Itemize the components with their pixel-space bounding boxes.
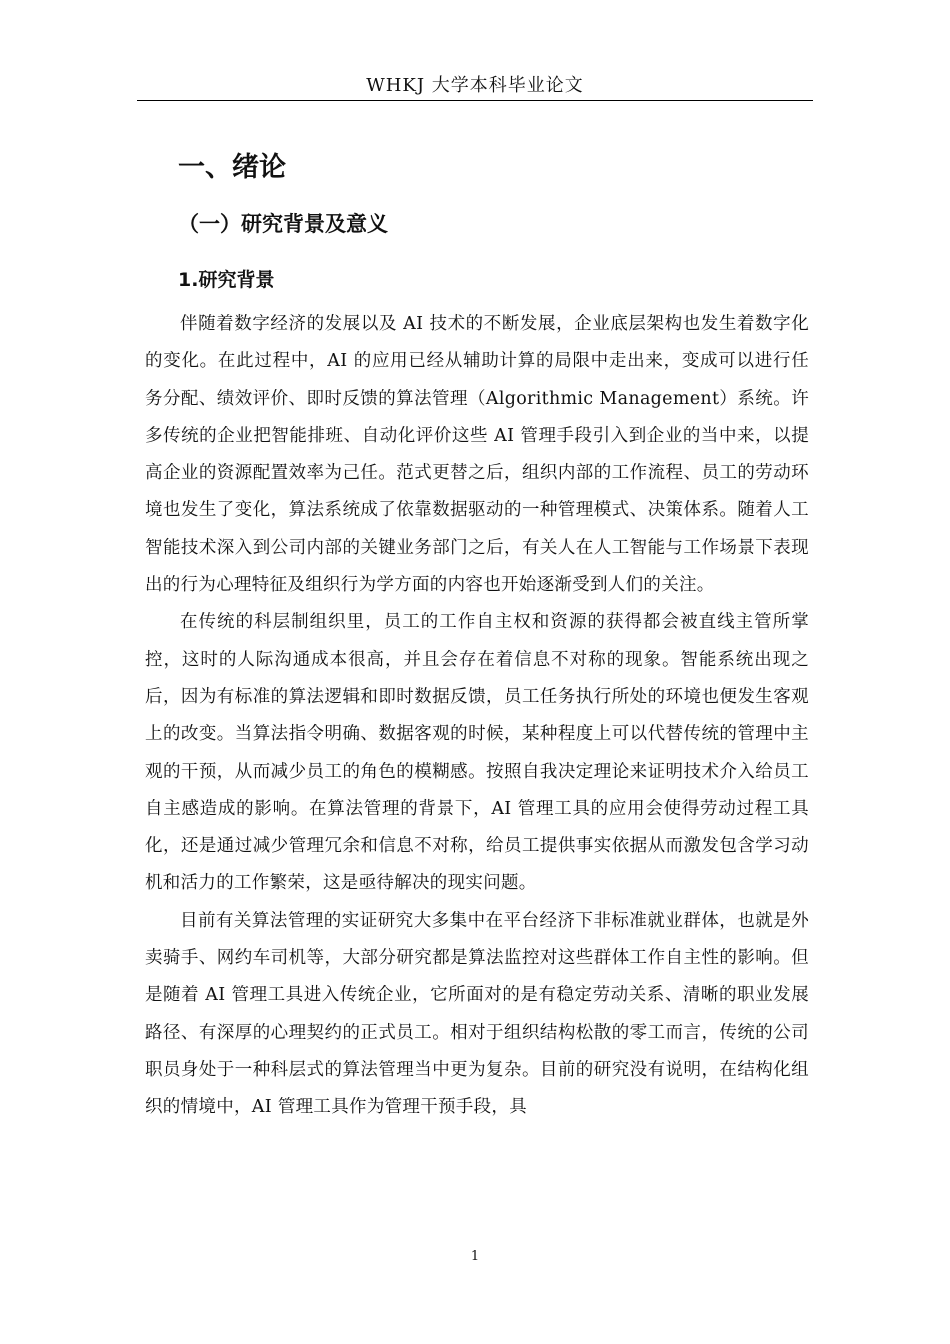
page-number	[0, 1248, 950, 1266]
body-text	[145, 306, 809, 1127]
paragraph: 在传统的科层制组织里，员工的工作自主权和资源的获得都会被直线主管所掌控，这时的人际沟通成本很高，并且会存在着信息不对称的现象。智能系统出现之后，因为有标准的算法逻辑和即时数据反馈，员工任务执行所处的环境也便发生客观上的改变。当算法指令明确、数据客观的时候，某种程度上可以代替传统的管理中主观的干预，从而减少员工的角色的模糊感。按照自我决定理论来证明技术介入给员工自主感造成的影响。在算法管理的背景下，AI 管理工具的应用会使得劳动过程工具化，还是通过减少管理冗余和信息不对称，给员工提供事实依据从而激发包含学习动机和活力的工作繁荣，这是亟待解决的现实问题。	[145, 612, 809, 894]
page-header	[137, 72, 813, 101]
chapter-title: 一、绪论	[178, 152, 286, 183]
header-title: WHKJ 大学本科毕业论文	[366, 75, 584, 96]
subsection-title: 1.研究背景	[178, 269, 275, 291]
paragraph: 伴随着数字经济的发展以及 AI 技术的不断发展，企业底层架构也发生着数字化的变化。在此过程中，AI 的应用已经从辅助计算的局限中走出来，变成可以进行任务分配、绩效评价、即时反馈的算法管理（Algorithmic Management）系统。许多传统的企业把智能排班、自动化评价这些 AI 管理手段引入到企业的当中来，以提高企业的资源配置效率为己任。范式更替之后，组织内部的工作流程、员工的劳动环境也发生了变化，算法系统成了依靠数据驱动的一种管理模式、决策体系。随着人工智能技术深入到公司内部的关键业务部门之后，有关人在人工智能与工作场景下表现出的行为心理特征及组织行为学方面的内容也开始逐渐受到人们的关注。	[145, 314, 809, 596]
paragraph: 目前有关算法管理的实证研究大多集中在平台经济下非标准就业群体，也就是外卖骑手、网约车司机等，大部分研究都是算法监控对这些群体工作自主性的影响。但是随着 AI 管理工具进入传统企业，它所面对的是有稳定劳动关系、清晰的职业发展路径、有深厚的心理契约的正式员工。相对于组织结构松散的零工而言，传统的公司职员身处于一种科层式的算法管理当中更为复杂。目前的研究没有说明，在结构化组织的情境中，AI 管理工具作为管理干预手段，具	[145, 910, 809, 1118]
section-title: （一）研究背景及意义	[178, 212, 388, 236]
page-number-value: 1	[470, 1249, 480, 1264]
